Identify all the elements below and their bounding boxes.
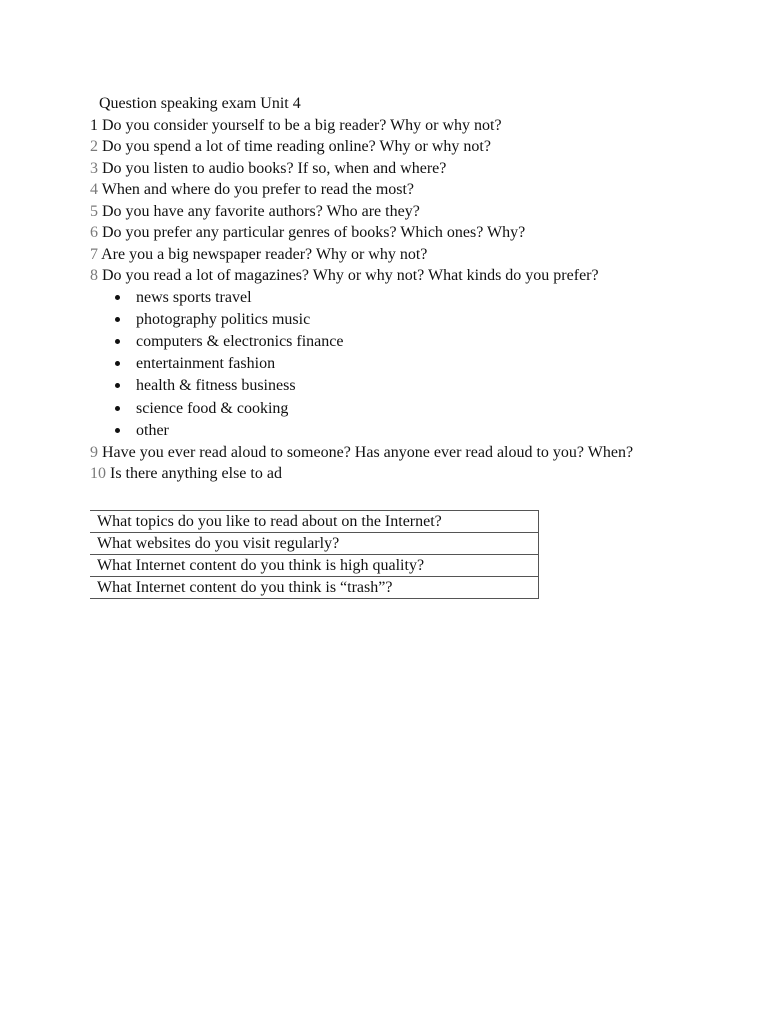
question-3 (90, 158, 690, 180)
table-cell: What Internet content do you think is high quality? (90, 555, 539, 577)
question-7 (90, 244, 690, 266)
list-item (112, 287, 690, 309)
question-text: When and where do you prefer to read the most? (98, 181, 415, 198)
list-item-text: photography politics music (136, 310, 311, 328)
list-item-text: entertainment fashion (136, 355, 276, 373)
bullet-icon (115, 361, 120, 366)
table-row (90, 577, 539, 599)
list-item (112, 353, 690, 375)
list-item (112, 331, 690, 353)
question-4 (90, 179, 690, 201)
bullet-icon (115, 383, 120, 388)
question-9 (90, 442, 690, 464)
bullet-icon (115, 406, 120, 411)
internet-questions-table (90, 510, 539, 599)
question-number: 3 (90, 159, 98, 177)
table-row (90, 511, 539, 533)
question-10 (90, 463, 690, 485)
list-item-text: science food & cooking (136, 399, 289, 417)
question-text: Do you have any favorite authors? Who are they? (98, 202, 420, 220)
question-text: Have you ever read aloud to someone? Has anyone ever read aloud to you? When? (98, 443, 634, 461)
question-text: Do you read a lot of magazines? Why or why not? What kinds do you prefer? (98, 267, 599, 284)
document-title: Question speaking exam Unit 4 (99, 95, 301, 112)
question-2 (90, 136, 690, 158)
question-1 (90, 115, 690, 137)
question-text: Do you consider yourself to be a big reader? Why or why not? (98, 116, 502, 134)
table-cell: What Internet content do you think is “trash”? (90, 577, 539, 599)
table-row (90, 555, 539, 577)
table-cell: What websites do you visit regularly? (90, 533, 539, 555)
question-text: Are you a big newspaper reader? Why or why not? (98, 245, 428, 263)
list-item (112, 420, 690, 442)
bullet-icon (115, 317, 120, 322)
question-number: 8 (90, 267, 98, 284)
list-item-text: news sports travel (136, 288, 252, 306)
bullet-icon (115, 339, 120, 344)
list-item (112, 309, 690, 331)
question-number: 7 (90, 245, 98, 263)
question-number: 1 (90, 116, 98, 134)
table-row (90, 533, 539, 555)
magazine-kinds-list (90, 287, 690, 442)
question-number: 5 (90, 202, 98, 220)
list-item (112, 398, 690, 420)
question-8 (90, 265, 690, 287)
question-number: 10 (90, 465, 106, 483)
question-5 (90, 201, 690, 223)
question-number: 4 (90, 181, 98, 198)
list-item-text: computers & electronics finance (136, 332, 344, 350)
list-item-text: other (136, 421, 169, 439)
question-number: 6 (90, 224, 98, 241)
question-number: 2 (90, 138, 98, 155)
list-item (112, 375, 690, 397)
document-body (90, 93, 690, 485)
table-cell: What topics do you like to read about on the Internet? (90, 511, 539, 533)
question-text: Do you spend a lot of time reading online? Why or why not? (98, 138, 491, 155)
bullet-icon (115, 295, 120, 300)
question-text: Do you listen to audio books? If so, when and where? (98, 159, 447, 177)
list-item-text: health & fitness business (136, 377, 296, 395)
question-number: 9 (90, 443, 98, 461)
question-6 (90, 222, 690, 244)
question-text: Is there anything else to ad (106, 465, 282, 483)
question-text: Do you prefer any particular genres of books? Which ones? Why? (98, 224, 526, 241)
bullet-icon (115, 428, 120, 433)
